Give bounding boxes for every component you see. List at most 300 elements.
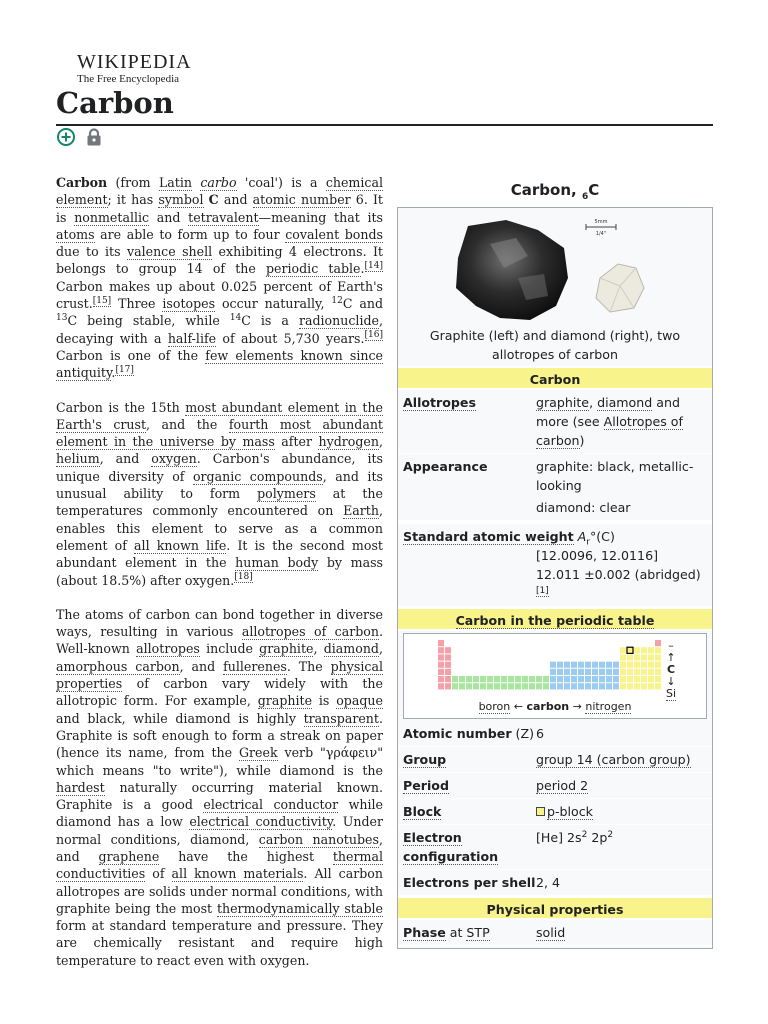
- text: occur naturally,: [215, 296, 332, 312]
- paragraph-allotropes: [56, 606, 383, 969]
- link-graphite-2[interactable]: graphite: [257, 693, 313, 709]
- label-phase[interactable]: Phase: [403, 925, 446, 940]
- link-nitrogen[interactable]: nitrogen: [585, 700, 632, 713]
- citation-17[interactable]: [17]: [115, 365, 134, 376]
- section-header-periodic-table: [398, 607, 712, 631]
- link-allotropes-of-carbon-ib[interactable]: Allotropes of carbon: [536, 414, 683, 448]
- pt-cell: [585, 662, 591, 668]
- link-electrical-conductivity[interactable]: electrical conductivity: [189, 814, 333, 830]
- pt-cell: [634, 662, 640, 668]
- pt-cell: [627, 676, 633, 682]
- pt-cell: [564, 662, 570, 668]
- pt-up-arrow: ↑: [666, 651, 676, 664]
- pt-cell: [466, 683, 472, 689]
- pt-cell: [557, 676, 563, 682]
- pt-cell: [634, 654, 640, 660]
- text: (from: [107, 175, 159, 190]
- pt-cell: [445, 662, 451, 668]
- pt-cell: [585, 676, 591, 682]
- electrons-per-shell-value: 2, 4: [536, 875, 561, 890]
- text: ,: [379, 641, 384, 657]
- pt-cell: [606, 662, 612, 668]
- pt-cell: [571, 662, 577, 668]
- link-earth[interactable]: Earth: [343, 503, 379, 519]
- citation-16[interactable]: [16]: [364, 330, 384, 341]
- text: . It is the second most abundant element in the: [56, 537, 383, 571]
- text: after: [274, 434, 319, 450]
- link-graphite[interactable]: graphite: [259, 641, 314, 657]
- pt-cell: [445, 676, 451, 682]
- link-fullerenes[interactable]: fullerenes: [223, 658, 287, 674]
- text: Carbon makes up about 0.025 percent of Earth's crust.: [56, 278, 383, 312]
- pt-cell: [627, 647, 633, 653]
- pt-cell: [473, 683, 479, 689]
- pt-cell: [592, 676, 598, 682]
- link-thermal-conductivities[interactable]: thermal conductivities: [56, 848, 383, 882]
- article-body: [56, 174, 383, 986]
- saw-abridged: [403, 565, 707, 603]
- link-carbo[interactable]: carbo: [200, 175, 237, 190]
- pt-column-neighbors: [662, 640, 680, 700]
- add-icon[interactable]: [56, 127, 76, 147]
- pt-cell: [613, 676, 619, 682]
- text: by mass (about 18.5%) after oxygen.: [56, 555, 384, 588]
- pt-cell: [641, 676, 647, 682]
- text: ,: [589, 395, 598, 410]
- appearance-diamond: diamond: clear: [536, 500, 631, 515]
- text: . Graphite is soft enough to form a streak on paper (hence its name, from the: [56, 710, 383, 761]
- pt-cell: [494, 676, 500, 682]
- text: form at standard temperature and pressure. They are chemically resistant and require high temperature to react even with oxygen.: [56, 918, 383, 968]
- text: C is a: [241, 313, 299, 329]
- pt-cell: [452, 676, 458, 682]
- pt-cell: [599, 683, 605, 689]
- pt-cell: [480, 683, 486, 689]
- pt-cell: [445, 669, 451, 675]
- link-oxygen[interactable]: oxygen: [151, 451, 197, 467]
- link-allotropes[interactable]: allotropes: [136, 641, 200, 657]
- text: 2: [581, 829, 588, 840]
- title-divider: [56, 124, 713, 126]
- graphite-sample: [456, 220, 568, 320]
- label-allotropes[interactable]: Allotropes: [403, 395, 476, 410]
- text: , and: [179, 658, 224, 674]
- pt-cell: [515, 676, 521, 682]
- infobox-caption: [397, 181, 713, 202]
- link-polymers[interactable]: polymers: [257, 486, 316, 502]
- text: while diamond has a low: [56, 797, 384, 830]
- pt-cell: [438, 669, 444, 675]
- citation-1[interactable]: [1]: [536, 585, 549, 596]
- link-covalent-bonds[interactable]: covalent bonds: [285, 226, 383, 242]
- label-electron-configuration[interactable]: Electron configuration: [403, 830, 499, 864]
- pt-cell: [613, 662, 619, 668]
- text: 'coal') is a: [236, 175, 326, 190]
- row-block: [398, 799, 712, 825]
- link-radionuclide[interactable]: radionuclide: [298, 313, 379, 329]
- pt-cell: [550, 669, 556, 675]
- pt-cell: [564, 683, 570, 689]
- pt-cell: [536, 683, 542, 689]
- pt-cell: [641, 647, 647, 653]
- text: . Carbon's abundance, its unique diversity of: [56, 451, 383, 484]
- row-allotropes: [398, 390, 712, 454]
- row-atomic-number: [398, 721, 712, 747]
- pt-cell: [438, 647, 444, 653]
- pt-cell: [578, 676, 584, 682]
- pt-cell: [438, 676, 444, 682]
- logo-wordmark: WIKIPEDIA: [77, 51, 192, 73]
- link-thermodynamically-stable[interactable]: thermodynamically stable: [216, 900, 383, 916]
- text: , and the: [146, 416, 229, 432]
- text: , and: [56, 831, 383, 864]
- logo-tagline: The Free Encyclopedia: [77, 73, 180, 85]
- link-diamond[interactable]: diamond: [323, 641, 379, 657]
- text: [He] 2s: [536, 830, 582, 845]
- row-electron-configuration: [398, 825, 712, 870]
- pt-cell: [508, 683, 514, 689]
- pt-cell: [613, 669, 619, 675]
- pt-cell: [438, 640, 444, 646]
- link-solid[interactable]: solid: [536, 925, 566, 940]
- pt-cell: [606, 669, 612, 675]
- pt-cell: [648, 676, 654, 682]
- text: r: [586, 537, 590, 548]
- pt-cell: [438, 683, 444, 689]
- pt-cell: [620, 654, 626, 660]
- text: and: [149, 209, 189, 225]
- pt-cell: [620, 662, 626, 668]
- infobox: [397, 207, 713, 949]
- appearance-graphite: graphite: black, metallic-looking: [536, 459, 694, 493]
- row-standard-atomic-weight: [398, 521, 712, 607]
- pt-cell: [592, 662, 598, 668]
- pt-cell: [634, 683, 640, 689]
- link-electrical-conductor[interactable]: electrical conductor: [203, 797, 339, 813]
- text: Carbon is one of the: [56, 347, 206, 363]
- label-period[interactable]: Period: [403, 778, 449, 793]
- text: ,: [378, 434, 383, 450]
- text: have the highest: [159, 848, 333, 864]
- link-chemical-element[interactable]: chemical element: [56, 175, 383, 208]
- link-fourth-most[interactable]: fourth most abundant element in the universe by mass: [56, 416, 383, 450]
- pt-cell: [543, 683, 549, 689]
- paragraph-abundance: [56, 399, 383, 589]
- link-periodic-table[interactable]: periodic table: [265, 261, 361, 277]
- link-atoms[interactable]: atoms: [56, 226, 95, 242]
- pt-cell: [473, 676, 479, 682]
- text: of: [145, 866, 172, 882]
- pt-cell: [634, 647, 640, 653]
- link-human-body[interactable]: human body: [235, 555, 319, 571]
- page-title: Carbon: [56, 86, 174, 120]
- text: ←: [510, 700, 527, 713]
- section-header-carbon: Carbon: [398, 366, 712, 390]
- text: .: [111, 365, 116, 381]
- row-appearance: [398, 454, 712, 521]
- row-phase: [398, 920, 712, 946]
- pt-cell: [655, 669, 661, 675]
- pt-cell: [543, 676, 549, 682]
- pt-cell: [592, 683, 598, 689]
- link-transparent[interactable]: transparent: [303, 710, 379, 726]
- pt-symbol: C: [666, 663, 676, 676]
- pt-cell: [550, 683, 556, 689]
- text: 6. It is: [56, 192, 383, 225]
- pt-down-arrow: ↓: [666, 675, 676, 688]
- pt-cell: [655, 662, 661, 668]
- link-half-life[interactable]: half-life: [167, 330, 217, 346]
- pt-cell: [648, 683, 654, 689]
- pt-cell: [438, 662, 444, 668]
- pt-cell: [627, 662, 633, 668]
- term-carbon: Carbon: [56, 175, 108, 190]
- link-nonmetallic[interactable]: nonmetallic: [74, 209, 150, 225]
- link-symbol[interactable]: symbol: [158, 192, 204, 208]
- pt-cell: [445, 647, 451, 653]
- link-carbon-nanotubes[interactable]: carbon nanotubes: [258, 831, 379, 847]
- link-all-known-life[interactable]: all known life: [134, 537, 227, 553]
- pt-cell: [522, 676, 528, 682]
- pt-cell: [655, 676, 661, 682]
- text: C being stable, while: [67, 313, 230, 329]
- link-graphene[interactable]: graphene: [98, 848, 160, 864]
- link-greek[interactable]: Greek: [238, 745, 278, 761]
- pt-cell: [459, 683, 465, 689]
- pt-cell: [620, 669, 626, 675]
- pt-cell: [445, 683, 451, 689]
- text: C and: [342, 296, 383, 312]
- link-diamond-ib[interactable]: diamond: [597, 395, 653, 410]
- pt-cell: [501, 676, 507, 682]
- citation-15[interactable]: [15]: [92, 295, 112, 306]
- pt-cell: [648, 662, 654, 668]
- image-caption: Graphite (left) and diamond (right), two allotropes of carbon: [429, 328, 681, 362]
- link-atomic-number[interactable]: atomic number: [252, 192, 351, 208]
- link-silicon[interactable]: Si: [665, 687, 677, 700]
- pt-cell: [522, 683, 528, 689]
- mass-number: 13: [56, 313, 68, 324]
- pt-cell: [648, 669, 654, 675]
- text: . The: [286, 658, 331, 674]
- pt-cell: [620, 676, 626, 682]
- pt-row-neighbors: [404, 700, 706, 714]
- text: 12.011 ±0.002 (abridged): [536, 567, 701, 582]
- link-valence-shell[interactable]: valence shell: [126, 244, 213, 260]
- pt-cell: [494, 683, 500, 689]
- text: and: [218, 192, 253, 208]
- link-boron[interactable]: boron: [478, 700, 511, 713]
- mass-number: 14: [229, 313, 242, 324]
- text: , enables this element to serve as a common element of: [56, 503, 383, 553]
- pt-cell: [452, 683, 458, 689]
- pt-above: –: [668, 639, 674, 652]
- link-p-block[interactable]: p-block: [547, 804, 593, 819]
- pt-cell: [641, 662, 647, 668]
- citation-14[interactable]: [14]: [364, 261, 384, 272]
- pt-center: carbon: [526, 700, 570, 713]
- label-z: (Z): [511, 726, 534, 741]
- pt-cell: [655, 654, 661, 660]
- text: at: [445, 925, 467, 940]
- link-few-elements[interactable]: few elements known since antiquity: [56, 347, 383, 381]
- pt-cell: [641, 683, 647, 689]
- lock-icon[interactable]: [84, 127, 104, 147]
- scale-label-inch: 1/4": [595, 231, 607, 237]
- pt-cell: [487, 676, 493, 682]
- label-block[interactable]: Block: [403, 804, 442, 819]
- text: Three: [111, 296, 163, 312]
- pt-cell: [599, 662, 605, 668]
- text: °(C): [589, 529, 615, 544]
- link-graphite-ib[interactable]: graphite: [536, 395, 590, 410]
- infobox-caption-text: Carbon,: [510, 181, 582, 199]
- text: are able to form up to four: [94, 226, 286, 242]
- pt-cell: [620, 647, 626, 653]
- pt-cell: [550, 676, 556, 682]
- scale-label-mm: 5mm: [594, 219, 608, 225]
- pt-cell: [480, 676, 486, 682]
- diamond-sample: [596, 264, 644, 312]
- pt-cell: [585, 683, 591, 689]
- pt-cell: [564, 669, 570, 675]
- label-electrons-per-shell: Electrons per shell: [403, 875, 536, 890]
- pt-cell: [627, 669, 633, 675]
- block-swatch: [536, 807, 545, 816]
- pt-cell: [501, 683, 507, 689]
- atomic-number-value: 6: [536, 726, 545, 741]
- text: naturally occurring material known. Graphite is a good: [56, 779, 383, 813]
- pt-cell: [599, 669, 605, 675]
- pt-cell: [550, 662, 556, 668]
- label-standard-atomic-weight[interactable]: Standard atomic weight: [403, 529, 574, 544]
- pt-cell: [627, 683, 633, 689]
- text: .: [360, 261, 365, 277]
- text: A: [573, 529, 587, 544]
- symbol-c: C: [208, 192, 219, 208]
- label-atomic-number: Atomic number: [403, 726, 512, 741]
- pt-cell: [487, 683, 493, 689]
- pt-cell: [557, 669, 563, 675]
- text: ,: [313, 641, 324, 657]
- link-organic-compounds[interactable]: organic compounds: [192, 468, 323, 484]
- text: —meaning that its: [258, 209, 384, 225]
- pt-cell: [585, 669, 591, 675]
- pt-cell: [578, 683, 584, 689]
- pt-cell: [606, 683, 612, 689]
- pt-cell: [655, 647, 661, 653]
- graphite-diamond-image: [398, 208, 713, 326]
- text: ): [579, 433, 585, 448]
- pt-cell: [459, 676, 465, 682]
- pt-cell: [578, 669, 584, 675]
- text: The atoms of carbon can bond together in diverse ways, resulting in various: [56, 606, 383, 640]
- pt-cell: [571, 683, 577, 689]
- link-period-2[interactable]: period 2: [536, 778, 589, 793]
- link-all-known-materials[interactable]: all known materials: [171, 866, 304, 882]
- text: Carbon is the 15th: [56, 399, 186, 415]
- link-hydrogen[interactable]: hydrogen: [318, 434, 379, 450]
- link-isotopes[interactable]: isotopes: [162, 296, 216, 312]
- link-hardest[interactable]: hardest: [56, 779, 105, 795]
- text: due to its: [56, 244, 127, 260]
- link-physical-properties[interactable]: physical properties: [56, 658, 383, 692]
- pt-cell: [445, 654, 451, 660]
- link-group-14[interactable]: group 14 (carbon group): [536, 752, 691, 767]
- pt-cell: [648, 647, 654, 653]
- pt-cell: [557, 662, 563, 668]
- text: is: [312, 693, 337, 709]
- pt-cell: [655, 640, 661, 646]
- paragraph-intro: [56, 174, 383, 382]
- pt-cell: [564, 676, 570, 682]
- pt-cell: [571, 676, 577, 682]
- link-helium[interactable]: helium: [56, 451, 100, 467]
- page-tools: [56, 127, 104, 147]
- infobox-caption-subscript: 6: [581, 192, 589, 202]
- text: and more (see: [536, 395, 680, 429]
- link-most-abundant[interactable]: most abundant element in the Earth's crust: [56, 399, 384, 432]
- pt-cell: [620, 683, 626, 689]
- link-stp[interactable]: STP: [466, 925, 490, 940]
- text: , decaying with a: [56, 313, 383, 346]
- link-latin[interactable]: Latin: [158, 175, 193, 190]
- pt-cell: [592, 669, 598, 675]
- text: . Well-known: [56, 624, 384, 657]
- text: exhibiting 4 electrons. It belongs to group 14 of the: [56, 244, 383, 277]
- pt-cell: [613, 683, 619, 689]
- periodic-table-minimap[interactable]: [403, 633, 707, 719]
- pt-cell: [438, 654, 444, 660]
- label-group[interactable]: Group: [403, 752, 447, 767]
- text: verb "γράφειν" which means "to write"), while diamond is the: [56, 745, 383, 778]
- pt-cell: [466, 676, 472, 682]
- link-amorphous-carbon[interactable]: amorphous carbon: [56, 658, 180, 674]
- infobox-image[interactable]: [398, 208, 712, 326]
- pt-cell: [508, 676, 514, 682]
- pt-cell: [606, 676, 612, 682]
- infobox-caption-symbol: C: [588, 181, 600, 199]
- text: 2: [607, 829, 614, 840]
- pt-cell: [571, 669, 577, 675]
- text: at the temperatures commonly encountered on: [56, 486, 383, 519]
- pt-cell: [627, 654, 633, 660]
- label-appearance: Appearance: [403, 459, 488, 474]
- pt-cell: [634, 669, 640, 675]
- link-carbon-in-periodic-table[interactable]: Carbon in the periodic table: [455, 613, 655, 628]
- pt-cell: [557, 683, 563, 689]
- wikipedia-logo[interactable]: [77, 52, 192, 86]
- pt-cell: [529, 676, 535, 682]
- pt-cell: [529, 683, 535, 689]
- pt-cell: [655, 683, 661, 689]
- row-group: [398, 747, 712, 773]
- mass-number: 12: [331, 295, 343, 306]
- pt-cell: [634, 676, 640, 682]
- link-opaque[interactable]: opaque: [336, 693, 383, 709]
- text: 2p: [587, 830, 608, 845]
- section-header-physical: Physical properties: [398, 896, 712, 920]
- pt-cell: [641, 654, 647, 660]
- text: . All carbon allotropes are solids under normal conditions, with graphite being the most: [56, 866, 383, 916]
- text: . Under normal conditions, diamond,: [56, 814, 383, 847]
- link-allotropes-of-carbon[interactable]: allotropes of carbon: [241, 624, 379, 640]
- text: of carbon vary widely with the allotropic form. For example,: [56, 676, 383, 709]
- link-tetravalent[interactable]: tetravalent: [188, 209, 259, 225]
- pt-cell: [515, 683, 521, 689]
- text: ; it has: [107, 192, 159, 208]
- citation-18[interactable]: [18]: [234, 572, 253, 583]
